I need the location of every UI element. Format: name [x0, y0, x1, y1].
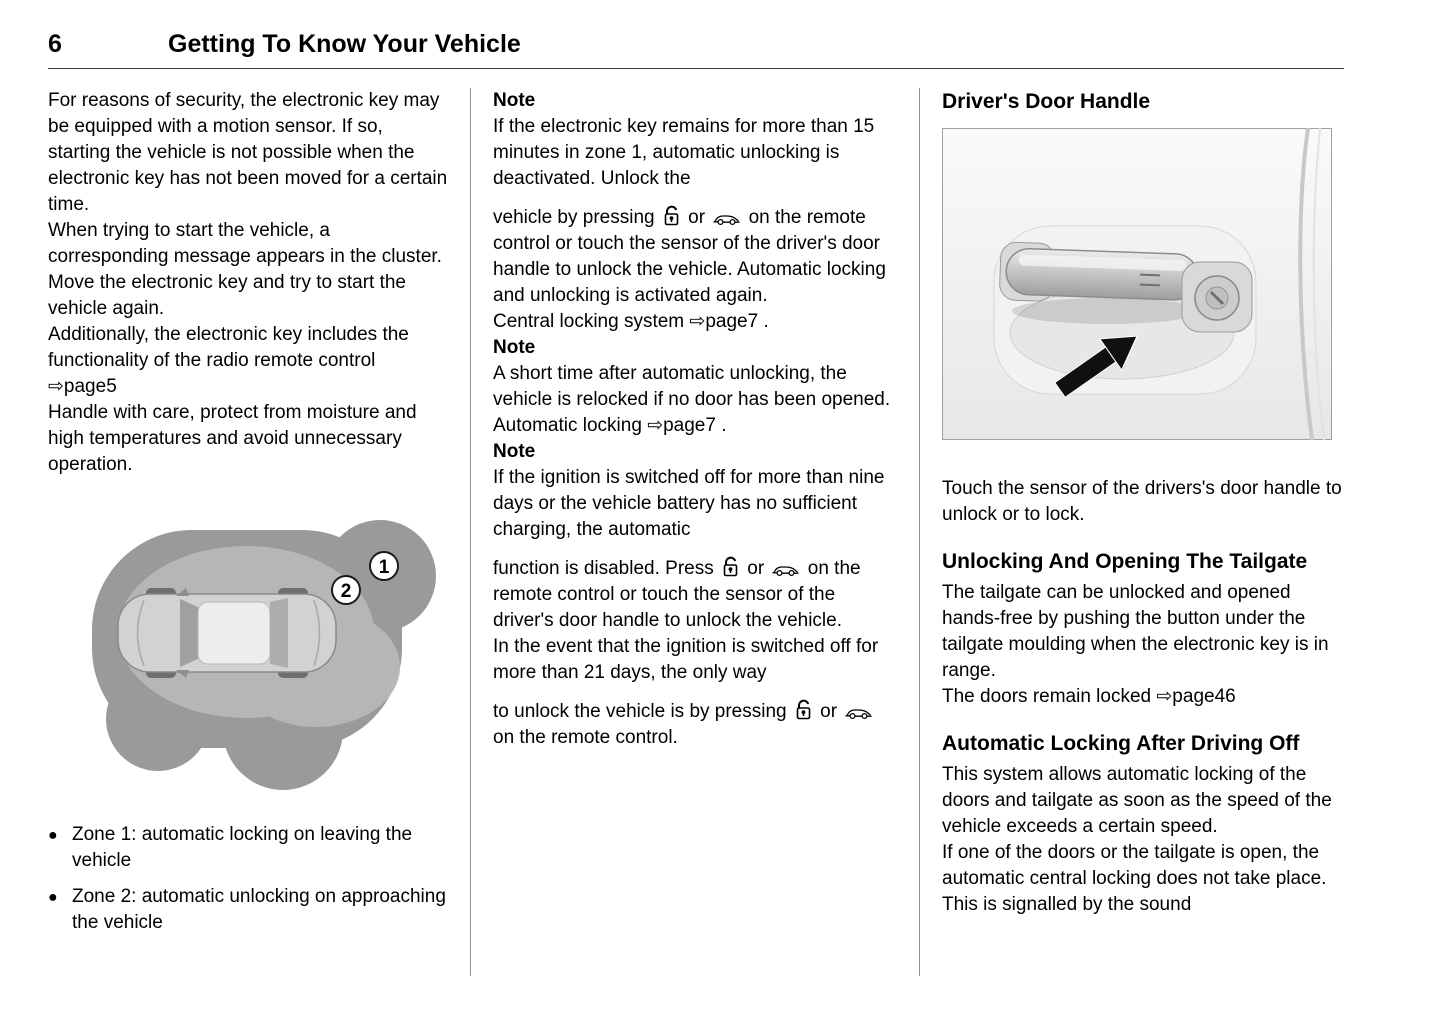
zone1-badge — [370, 552, 398, 580]
unlock-icon — [795, 699, 812, 720]
unlock-icon — [663, 205, 680, 226]
paragraph: The tailgate can be unlocked and opened hands-free by pushing the button under the tailgate moulding when the electronic key is in range. — [942, 582, 1329, 681]
page-title: Getting To Know Your Vehicle — [168, 30, 521, 58]
column-2 — [493, 88, 897, 751]
list-item-text: Zone 2: automatic unlocking on approaching the vehicle — [72, 886, 446, 933]
column-divider — [470, 88, 471, 976]
lock-cylinder — [1182, 262, 1252, 332]
text-segment: or — [814, 701, 843, 722]
paragraph: For reasons of security, the electronic key may be equipped with a motion sensor. If so, starting the vehicle is not possible when the electronic key has not been moved for a certain time. — [48, 90, 448, 215]
list-item-text: Zone 1: automatic locking on leaving the vehicle — [72, 824, 413, 871]
paragraph — [493, 699, 897, 751]
zone-diagram-svg — [78, 504, 443, 796]
section-heading: Driver's Door Handle — [942, 90, 1151, 113]
text-segment: on the remote control or touch the sensor of the driver's door handle to unlock the vehicle. Automatic locking and unlocking is activated again. — [493, 207, 886, 306]
paragraph — [942, 684, 1344, 710]
car-remote-icon — [845, 706, 872, 720]
section-heading: Unlocking And Opening The Tailgate — [942, 550, 1308, 573]
zone-diagram — [78, 504, 448, 804]
text-segment: Additionally, the electronic key includes the functionality of the radio remote control — [48, 324, 409, 371]
page-number: 6 — [48, 30, 62, 58]
text-segment: on the remote control. — [493, 727, 678, 748]
text-segment: vehicle by pressing — [493, 207, 660, 228]
door-handle-image — [942, 128, 1344, 448]
note-label: Note — [493, 441, 536, 462]
paragraph: If the ignition is switched off for more than nine days or the vehicle battery has no sufficient charging, the automatic — [493, 467, 885, 540]
text-segment: Automatic locking — [493, 415, 648, 436]
paragraph: If one of the doors or the tailgate is open, the automatic central locking does not take place. This is signalled by the sound — [942, 842, 1327, 915]
door-handle-illustration — [942, 128, 1332, 440]
text-segment: or — [742, 558, 770, 579]
page-reference: ⇨page5 — [48, 376, 117, 397]
svg-text:1: 1 — [378, 557, 390, 578]
paragraph: Touch the sensor of the drivers's door handle to unlock or to lock. — [942, 478, 1342, 525]
page-reference: ⇨page46 — [1156, 686, 1236, 707]
column-1 — [48, 88, 448, 936]
text-segment: Central locking system — [493, 311, 690, 332]
bullet-dot: ● — [48, 889, 58, 906]
note-label: Note — [493, 90, 536, 111]
page-header — [48, 30, 1344, 59]
bullet-dot: ● — [48, 827, 58, 844]
paragraph: A short time after automatic unlocking, the vehicle is relocked if no door has been opened. — [493, 363, 891, 410]
text-segment: or — [682, 207, 711, 228]
text-segment: . — [758, 311, 769, 332]
page-reference: ⇨page7 — [689, 311, 759, 332]
zone2-badge — [332, 576, 360, 604]
text-segment: . — [715, 415, 727, 436]
paragraph — [48, 322, 448, 400]
text-segment: on the remote control or touch the sensor of the driver's door handle to unlock the vehicle. — [493, 558, 861, 631]
paragraph: In the event that the ignition is switched off for more than 21 days, the only way — [493, 636, 879, 683]
car-remote-icon — [713, 212, 740, 226]
paragraph: This system allows automatic locking of the doors and tailgate as soon as the speed of the vehicle exceeds a certain speed. — [942, 764, 1332, 837]
unlock-icon — [722, 556, 739, 577]
paragraph — [493, 556, 897, 634]
text-segment: function is disabled. Press — [493, 558, 720, 579]
header-rule — [48, 68, 1344, 69]
text-segment: to unlock the vehicle is by pressing — [493, 701, 792, 722]
paragraph: Handle with care, protect from moisture and high temperatures and avoid unnecessary operation. — [48, 402, 417, 475]
car-top-view — [118, 588, 336, 678]
text-segment: The doors remain locked — [942, 686, 1157, 707]
columns — [48, 88, 1344, 976]
paragraph: If the electronic key remains for more than 15 minutes in zone 1, automatic unlocking is deactivated. Unlock the — [493, 116, 875, 189]
paragraph — [493, 205, 897, 309]
column-3 — [942, 88, 1344, 918]
note-label: Note — [493, 337, 536, 358]
zone-bullet-list — [48, 822, 448, 936]
page-reference: ⇨page7 — [647, 415, 716, 436]
car-remote-icon — [772, 563, 799, 577]
column-divider — [919, 88, 920, 976]
section-heading: Automatic Locking After Driving Off — [942, 732, 1300, 755]
list-item — [48, 884, 448, 936]
svg-text:2: 2 — [340, 581, 352, 602]
paragraph — [493, 413, 897, 439]
paragraph: When trying to start the vehicle, a corresponding message appears in the cluster. Move the electronic key and try to start the vehicle again. — [48, 220, 442, 319]
list-item — [48, 822, 448, 874]
paragraph — [493, 309, 897, 335]
